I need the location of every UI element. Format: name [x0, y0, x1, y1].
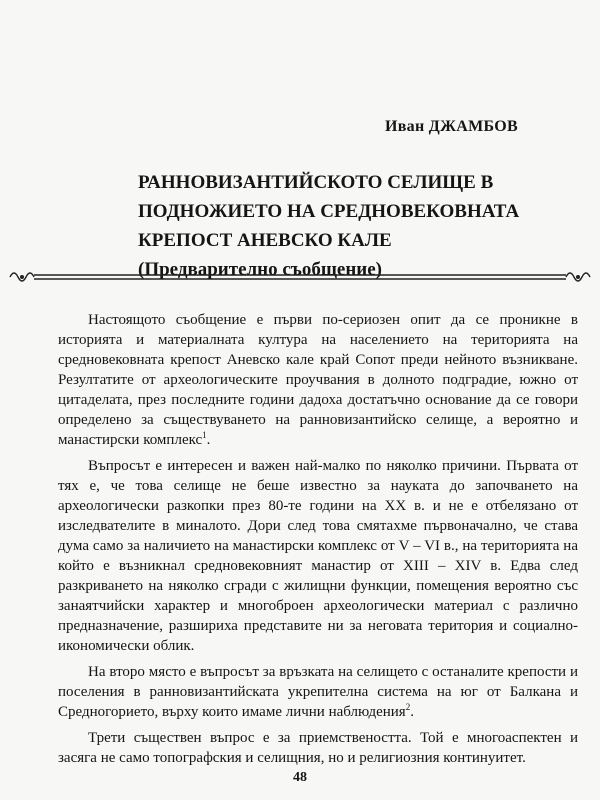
paragraph-2 — [58, 456, 578, 656]
paragraph-3 — [58, 662, 578, 722]
title-line-1: РАННОВИЗАНТИЙСКОТО СЕЛИЩЕ В — [138, 172, 494, 193]
title-line-2: ПОДНОЖИЕТО НА СРЕДНОВЕКОВНАТА — [138, 201, 520, 222]
paragraph-1 — [58, 310, 578, 450]
paragraph-text: Настоящото съобщение е първи по-сериозен опит да се проникне в историята и материалната култура на населението на територията на средновековната крепост Аневско кале край Сопот преди нейното възникване. Резултатите от археологическите проучвания в долното подградие, южно от цитаделата, през последните години дадоха достатъчно основание да се говори определено за съществуването на ранновизантийско селище, а вероятно и манастирски комплекс — [58, 312, 578, 448]
decorative-divider — [0, 264, 600, 290]
footnote-marker: 2 — [405, 702, 411, 712]
paragraph-end: . — [410, 704, 414, 720]
article-body — [58, 310, 578, 774]
paragraph-4 — [58, 728, 578, 768]
paragraph-text: Въпросът е интересен и важен най-малко по няколко причини. Първата от тях е, че това селище не беше известно за науката до започването на археологически разкопки през 80-те години на XX в. и не е отбелязано от изследвателите в миналото. Дори след това смятахме първоначално, че става дума само за наличието на манастирски комплекс от V – VI в., на територията на който е възникнал средновековният манастир от XIII – XIV в. Едва след разкриването на няколко сгради с жилищни функции, помещения вероятно със занаятчийски характер и многоброен археологически материал с различно предназначение, разшириха представите ни за неговата територия и социално-икономически облик. — [58, 458, 578, 654]
title-subtitle: (Предварително съобщение) — [138, 259, 383, 280]
paragraph-end: . — [206, 432, 211, 448]
author-name: Иван ДЖАМБОВ — [385, 118, 518, 135]
paragraph-text: Трети съществен въпрос е за приемствеността. Той е многоаспектен и засяга не само топографския и селищния, но и религиозния континуитет. — [58, 730, 578, 766]
title-line-3: КРЕПОСТ АНЕВСКО КАЛЕ — [138, 230, 392, 251]
page-number: 48 — [293, 770, 307, 785]
paragraph-text: На второ място е въпросът за връзката на селището с останалите крепости и поселения в ранновизантийската укрепителна система на юг от Балкана и Средногорието, върху които имаме лични наблюдения — [58, 664, 578, 720]
footnote-marker: 1 — [202, 430, 207, 440]
